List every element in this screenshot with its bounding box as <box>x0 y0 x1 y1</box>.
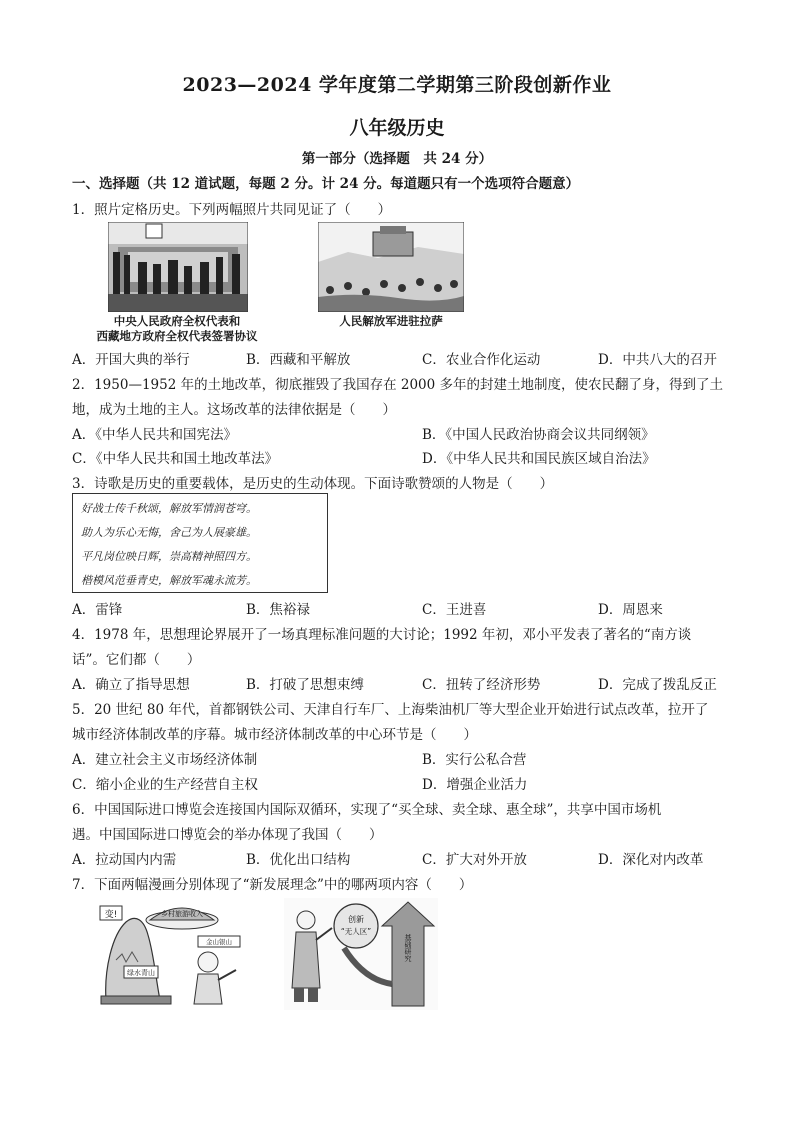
q4-option-a[interactable]: A．确立了指导思想 <box>72 677 190 693</box>
q7-stem: 7．下面两幅漫画分别体现了“新发展理念”中的哪两项内容（ ） <box>72 877 473 893</box>
q4-option-b[interactable]: B．打破了思想束缚 <box>246 677 364 693</box>
q1-option-d[interactable]: D．中共八大的召开 <box>598 352 717 368</box>
exam-title: 2023—2024 学年度第二学期第三阶段创新作业 <box>182 74 612 96</box>
cartoon-label-income: 乡村旅游收入 <box>161 910 203 918</box>
section-heading: 一、选择题（共 12 道试题，每题 2 分。计 24 分。每道题只有一个选项符合题意） <box>72 176 580 192</box>
q6-option-c[interactable]: C．扩大对外开放 <box>422 852 527 868</box>
cartoon-label-change: 变! <box>104 910 118 920</box>
q5-stem-line-1: 5．20 世纪 80 年代，首都钢铁公司、天津自行车厂、上海柴油机厂等大型企业开始进行试点改革，拉开了 <box>72 702 709 718</box>
q6-stem-line-1: 6．中国国际进口博览会连接国内国际双循环，实现了“买全球、卖全球、惠全球”，共享中国市场机 <box>72 802 662 818</box>
q6-option-d[interactable]: D．深化对内改革 <box>598 852 704 868</box>
q4-option-d[interactable]: D．完成了拨乱反正 <box>598 677 717 693</box>
part-heading: 第一部分（选择题 共 24 分） <box>301 151 493 167</box>
q4-stem-line-2: 话”。它们都（ ） <box>72 652 201 668</box>
q2-stem-line-1: 2．1950—1952 年的土地改革，彻底摧毁了我国存在 2000 多年的封建土地制度，使农民翻了身，得到了土 <box>72 377 724 393</box>
q2-stem-line-2: 地，成为土地的主人。这场改革的法律依据是（ ） <box>72 402 396 418</box>
q5-option-d[interactable]: D．增强企业活力 <box>422 777 528 793</box>
q5-option-c[interactable]: C．缩小企业的生产经营自主权 <box>72 777 258 793</box>
q3-option-b[interactable]: B．焦裕禄 <box>246 602 310 618</box>
q2-option-c[interactable]: C．《中华人民共和国土地改革法》 <box>72 451 279 467</box>
q1-photo-lhasa <box>318 222 464 312</box>
q5-stem-line-2: 城市经济体制改革的序幕。城市经济体制改革的中心环节是（ ） <box>72 727 477 743</box>
q5-option-b[interactable]: B．实行公私合营 <box>422 752 527 768</box>
cartoon-label-no-mans-land: “无人区” <box>340 927 372 936</box>
q4-stem-line-1: 4．1978 年，思想理论界展开了一场真理标准问题的大讨论；1992 年初，邓小平发表了著名的“南方谈 <box>72 627 692 643</box>
q1-stem: 1．照片定格历史。下列两幅照片共同见证了（ ） <box>72 202 392 218</box>
poem-line: 好战士传千秋颂，解放军情润苍穹。 <box>81 502 257 515</box>
q3-poem-box <box>72 493 328 593</box>
q1-photo-caption-1: 中央人民政府全权代表和 西藏地方政府全权代表签署协议 <box>96 314 258 343</box>
poem-line: 助人为乐心无悔，舍己为人展豪雄。 <box>81 526 257 539</box>
q3-option-d[interactable]: D．周恩来 <box>598 602 663 618</box>
q1-photo-signing <box>108 222 248 312</box>
q2-option-b[interactable]: B．《中国人民政治协商会议共同纲领》 <box>422 427 655 443</box>
cartoon-label-basic-research: 基础研究 <box>404 934 412 962</box>
q1-option-a[interactable]: A．开国大典的举行 <box>72 352 190 368</box>
q2-option-d[interactable]: D．《中华人民共和国民族区域自治法》 <box>422 451 656 467</box>
exam-subtitle: 八年级历史 <box>349 117 445 139</box>
q7-cartoon-innovation <box>284 898 438 1010</box>
poem-line: 平凡岗位映日辉，崇高精神照四方。 <box>81 550 257 563</box>
q1-option-b[interactable]: B．西藏和平解放 <box>246 352 351 368</box>
cartoon-label-innovation: 创新 <box>348 915 364 924</box>
q7-cartoon-green-mountain <box>98 900 246 1010</box>
q2-option-a[interactable]: A．《中华人民共和国宪法》 <box>72 427 237 443</box>
cartoon-label-green-mountain: 绿水青山 <box>127 969 155 977</box>
q4-option-c[interactable]: C．扭转了经济形势 <box>422 677 541 693</box>
q6-stem-line-2: 遇。中国国际进口博览会的举办体现了我国（ ） <box>72 827 383 843</box>
q6-option-b[interactable]: B．优化出口结构 <box>246 852 351 868</box>
q3-option-a[interactable]: A．雷锋 <box>72 602 123 618</box>
cartoon-label-golden-mountain: 金山银山 <box>206 938 232 946</box>
q1-option-c[interactable]: C．农业合作化运动 <box>422 352 541 368</box>
q3-stem: 3．诗歌是历史的重要载体，是历史的生动体现。下面诗歌赞颂的人物是（ ） <box>72 476 554 492</box>
q1-photo-caption-2: 人民解放军进驻拉萨 <box>339 314 443 328</box>
q5-option-a[interactable]: A．建立社会主义市场经济体制 <box>72 752 258 768</box>
poem-line: 楷模风范垂青史，解放军魂永流芳。 <box>81 574 257 587</box>
q3-option-c[interactable]: C．王进喜 <box>422 602 487 618</box>
q6-option-a[interactable]: A．拉动国内内需 <box>72 852 177 868</box>
